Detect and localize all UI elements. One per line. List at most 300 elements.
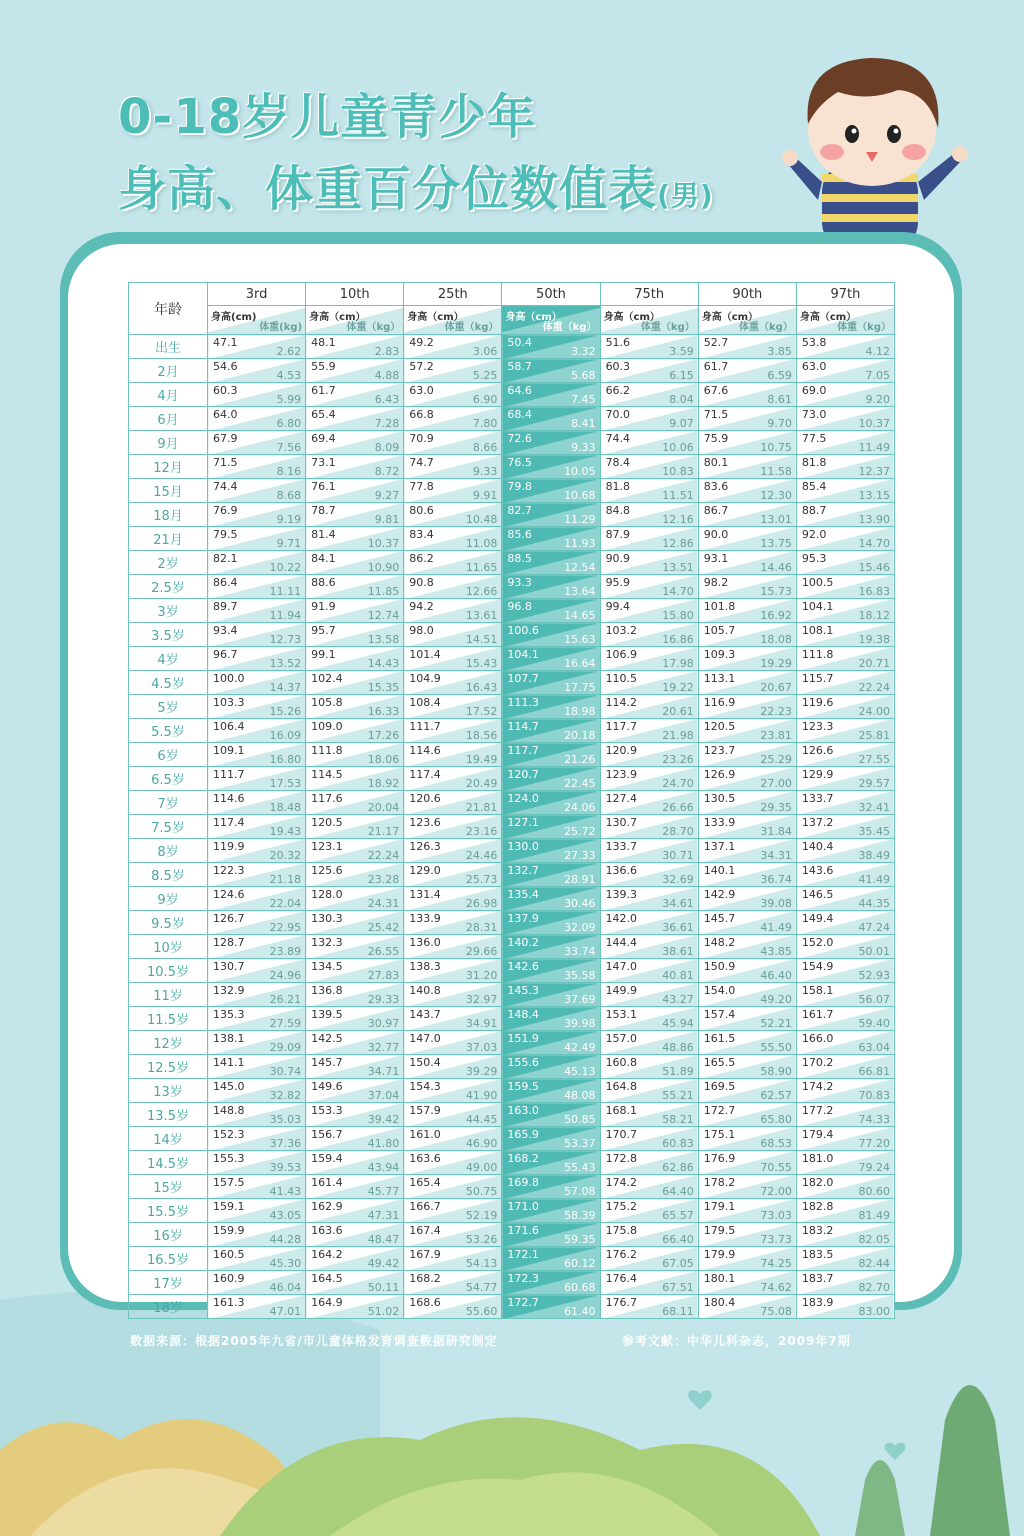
age-cell: 9月 xyxy=(129,431,208,455)
height-value: 156.7 xyxy=(311,1128,343,1141)
height-value: 135.3 xyxy=(213,1008,245,1021)
height-value: 67.9 xyxy=(213,432,238,445)
height-value: 78.7 xyxy=(311,504,336,517)
weight-value: 20.67 xyxy=(760,681,792,694)
age-cell: 4岁 xyxy=(129,647,208,671)
weight-value: 48.08 xyxy=(564,1089,596,1102)
weight-value: 38.49 xyxy=(858,849,890,862)
weight-value: 75.08 xyxy=(760,1305,792,1318)
subheader-75th xyxy=(600,306,698,335)
height-value: 153.3 xyxy=(311,1104,343,1117)
weight-value: 43.05 xyxy=(269,1209,302,1222)
weight-value: 16.43 xyxy=(465,681,498,694)
tree-right-icon xyxy=(930,1385,1010,1536)
height-value: 83.6 xyxy=(703,480,729,493)
height-value: 48.1 xyxy=(311,336,336,349)
value-cell xyxy=(306,839,404,863)
table-row xyxy=(129,791,895,815)
value-cell xyxy=(698,1151,796,1175)
value-cell xyxy=(208,647,306,671)
weight-value: 32.82 xyxy=(269,1089,302,1102)
value-cell xyxy=(306,959,404,983)
height-value: 79.8 xyxy=(507,480,532,493)
weight-value: 28.91 xyxy=(564,873,596,886)
value-cell xyxy=(208,1031,306,1055)
weight-value: 18.56 xyxy=(465,729,498,742)
height-value: 150.9 xyxy=(703,960,736,973)
value-cell xyxy=(502,1271,600,1295)
value-cell xyxy=(698,863,796,887)
weight-value: 37.36 xyxy=(269,1137,302,1150)
table-row xyxy=(129,407,895,431)
value-cell xyxy=(502,1223,600,1247)
weight-value: 10.90 xyxy=(367,561,400,574)
height-value: 93.3 xyxy=(507,576,532,589)
weight-value: 11.49 xyxy=(858,441,890,454)
height-value: 159.5 xyxy=(507,1080,539,1093)
height-value: 95.9 xyxy=(605,576,631,589)
value-cell xyxy=(306,1151,404,1175)
height-value: 106.4 xyxy=(213,720,245,733)
height-value: 168.6 xyxy=(409,1296,441,1309)
weight-value: 59.40 xyxy=(858,1017,890,1030)
value-cell xyxy=(306,503,404,527)
table-row xyxy=(129,1079,895,1103)
weight-value: 27.00 xyxy=(760,777,792,790)
value-cell xyxy=(208,1175,306,1199)
weight-value: 73.03 xyxy=(760,1209,792,1222)
height-value: 84.8 xyxy=(605,504,631,517)
value-cell xyxy=(306,431,404,455)
value-cell xyxy=(698,839,796,863)
height-value: 148.8 xyxy=(213,1104,245,1117)
weight-value: 39.42 xyxy=(367,1113,400,1126)
value-cell xyxy=(600,695,698,719)
height-value: 140.1 xyxy=(703,864,736,877)
height-value: 133.9 xyxy=(703,816,736,829)
value-cell xyxy=(796,1055,894,1079)
weight-value: 3.59 xyxy=(669,345,694,358)
weight-value: 2.62 xyxy=(276,345,302,358)
value-cell xyxy=(306,1247,404,1271)
table-row xyxy=(129,551,895,575)
age-cell: 17岁 xyxy=(129,1271,208,1295)
height-value: 165.9 xyxy=(507,1128,539,1141)
value-cell xyxy=(404,551,502,575)
height-value: 124.0 xyxy=(507,792,539,805)
height-value: 157.0 xyxy=(605,1032,638,1045)
value-cell xyxy=(306,623,404,647)
weight-value: 16.09 xyxy=(269,729,302,742)
value-cell xyxy=(306,647,404,671)
height-label: 身高（cm） xyxy=(701,312,759,323)
value-cell xyxy=(404,407,502,431)
value-cell xyxy=(502,575,600,599)
value-cell xyxy=(306,551,404,575)
height-value: 81.4 xyxy=(311,528,336,541)
age-cell: 7.5岁 xyxy=(129,815,208,839)
weight-value: 45.30 xyxy=(269,1257,302,1270)
table-row xyxy=(129,863,895,887)
value-cell xyxy=(502,959,600,983)
value-cell xyxy=(208,1079,306,1103)
height-value: 164.9 xyxy=(311,1296,343,1309)
height-value: 113.1 xyxy=(703,672,736,685)
value-cell xyxy=(404,1199,502,1223)
weight-value: 25.42 xyxy=(367,921,400,934)
weight-value: 51.89 xyxy=(662,1065,694,1078)
height-value: 128.0 xyxy=(311,888,343,901)
weight-value: 51.02 xyxy=(367,1305,400,1318)
weight-value: 9.07 xyxy=(669,417,694,430)
height-value: 142.5 xyxy=(311,1032,343,1045)
height-value: 120.6 xyxy=(409,792,441,805)
value-cell xyxy=(404,647,502,671)
weight-value: 6.59 xyxy=(767,369,792,382)
value-cell xyxy=(600,743,698,767)
height-value: 161.4 xyxy=(311,1176,343,1189)
weight-value: 9.27 xyxy=(374,489,400,502)
value-cell xyxy=(796,983,894,1007)
height-value: 163.0 xyxy=(507,1104,539,1117)
value-cell xyxy=(502,839,600,863)
weight-value: 8.41 xyxy=(571,417,596,430)
height-value: 104.1 xyxy=(801,600,834,613)
table-row xyxy=(129,671,895,695)
value-cell xyxy=(404,1271,502,1295)
age-cell: 2月 xyxy=(129,359,208,383)
weight-value: 13.58 xyxy=(367,633,400,646)
height-value: 61.7 xyxy=(311,384,336,397)
value-cell xyxy=(208,1247,306,1271)
weight-value: 8.09 xyxy=(374,441,400,454)
weight-value: 30.74 xyxy=(269,1065,302,1078)
height-value: 95.3 xyxy=(801,552,827,565)
percentile-table xyxy=(128,282,895,1319)
weight-value: 65.57 xyxy=(662,1209,694,1222)
value-cell xyxy=(796,839,894,863)
height-value: 74.4 xyxy=(605,432,631,445)
value-cell xyxy=(600,383,698,407)
height-value: 161.3 xyxy=(213,1296,245,1309)
value-cell xyxy=(404,1247,502,1271)
value-cell xyxy=(404,1223,502,1247)
height-value: 180.1 xyxy=(703,1272,736,1285)
weight-value: 11.94 xyxy=(269,609,302,622)
weight-value: 15.46 xyxy=(858,561,890,574)
table-row xyxy=(129,1271,895,1295)
value-cell xyxy=(502,767,600,791)
height-value: 82.7 xyxy=(507,504,532,517)
age-cell: 4.5岁 xyxy=(129,671,208,695)
value-cell xyxy=(698,1103,796,1127)
height-value: 180.4 xyxy=(703,1296,736,1309)
weight-value: 42.49 xyxy=(564,1041,596,1054)
value-cell xyxy=(600,719,698,743)
value-cell xyxy=(698,407,796,431)
height-value: 136.8 xyxy=(311,984,343,997)
value-cell xyxy=(796,863,894,887)
height-value: 117.7 xyxy=(507,744,539,757)
weight-value: 21.17 xyxy=(367,825,400,838)
height-value: 172.7 xyxy=(507,1296,539,1309)
weight-value: 34.71 xyxy=(367,1065,400,1078)
height-value: 183.2 xyxy=(801,1224,834,1237)
value-cell xyxy=(306,767,404,791)
title-line1: 0-18岁儿童青少年 xyxy=(118,89,537,145)
height-value: 176.4 xyxy=(605,1272,638,1285)
height-value: 143.6 xyxy=(801,864,834,877)
value-cell xyxy=(208,719,306,743)
value-cell xyxy=(698,1127,796,1151)
height-value: 120.7 xyxy=(507,768,539,781)
value-cell xyxy=(404,767,502,791)
weight-value: 74.33 xyxy=(858,1113,890,1126)
weight-value: 12.86 xyxy=(662,537,694,550)
weight-value: 3.32 xyxy=(571,345,596,358)
height-value: 123.7 xyxy=(703,744,736,757)
weight-value: 60.83 xyxy=(662,1137,694,1150)
value-cell xyxy=(698,431,796,455)
value-cell xyxy=(306,695,404,719)
weight-value: 62.86 xyxy=(662,1161,694,1174)
table-row xyxy=(129,767,895,791)
weight-value: 9.91 xyxy=(472,489,498,502)
value-cell xyxy=(698,719,796,743)
height-value: 65.4 xyxy=(311,408,336,421)
value-cell xyxy=(502,407,600,431)
height-value: 130.0 xyxy=(507,840,539,853)
weight-value: 41.49 xyxy=(760,921,792,934)
height-value: 67.6 xyxy=(703,384,729,397)
height-value: 105.7 xyxy=(703,624,736,637)
age-header: 年龄 xyxy=(129,283,208,335)
age-cell: 3岁 xyxy=(129,599,208,623)
height-value: 147.0 xyxy=(605,960,638,973)
value-cell xyxy=(600,455,698,479)
height-value: 64.0 xyxy=(213,408,238,421)
value-cell xyxy=(404,383,502,407)
value-cell xyxy=(306,1103,404,1127)
height-value: 130.7 xyxy=(605,816,638,829)
height-value: 81.8 xyxy=(801,456,827,469)
value-cell xyxy=(796,959,894,983)
height-value: 70.0 xyxy=(605,408,631,421)
value-cell xyxy=(796,791,894,815)
height-value: 166.0 xyxy=(801,1032,834,1045)
weight-value: 46.40 xyxy=(760,969,792,982)
value-cell xyxy=(796,1271,894,1295)
weight-value: 12.54 xyxy=(564,561,596,574)
height-value: 75.9 xyxy=(703,432,729,445)
age-cell: 16.5岁 xyxy=(129,1247,208,1271)
value-cell xyxy=(502,695,600,719)
weight-value: 29.57 xyxy=(858,777,890,790)
value-cell xyxy=(502,1007,600,1031)
height-value: 168.2 xyxy=(507,1152,539,1165)
height-value: 157.4 xyxy=(703,1008,736,1021)
value-cell xyxy=(600,791,698,815)
weight-value: 43.85 xyxy=(760,945,792,958)
heart-icon xyxy=(688,1390,712,1410)
table-row xyxy=(129,1127,895,1151)
weight-value: 25.73 xyxy=(465,873,498,886)
weight-value: 27.33 xyxy=(564,849,596,862)
value-cell xyxy=(502,887,600,911)
value-cell xyxy=(208,1103,306,1127)
value-cell xyxy=(502,503,600,527)
weight-value: 14.37 xyxy=(269,681,302,694)
height-value: 132.9 xyxy=(213,984,245,997)
weight-value: 72.00 xyxy=(760,1185,792,1198)
weight-value: 13.15 xyxy=(858,489,890,502)
value-cell xyxy=(404,527,502,551)
value-cell xyxy=(600,1103,698,1127)
weight-value: 17.75 xyxy=(564,681,596,694)
height-value: 182.0 xyxy=(801,1176,834,1189)
weight-value: 26.55 xyxy=(367,945,400,958)
title-line2 xyxy=(118,150,714,219)
value-cell xyxy=(698,887,796,911)
table-row xyxy=(129,839,895,863)
value-cell xyxy=(698,1271,796,1295)
value-cell xyxy=(600,407,698,431)
weight-value: 30.97 xyxy=(367,1017,400,1030)
value-cell xyxy=(306,1055,404,1079)
height-value: 136.6 xyxy=(605,864,638,877)
height-value: 109.3 xyxy=(703,648,736,661)
weight-value: 24.00 xyxy=(858,705,890,718)
reference-note: 参考文献：中华儿科杂志，2009年7期 xyxy=(622,1334,851,1348)
height-value: 96.8 xyxy=(507,600,532,613)
value-cell xyxy=(698,815,796,839)
weight-value: 74.25 xyxy=(760,1257,792,1270)
height-value: 81.8 xyxy=(605,480,631,493)
table-row xyxy=(129,431,895,455)
age-cell: 12月 xyxy=(129,455,208,479)
weight-value: 8.04 xyxy=(669,393,694,406)
weight-value: 53.26 xyxy=(465,1233,498,1246)
value-cell xyxy=(796,1151,894,1175)
weight-value: 53.37 xyxy=(564,1137,596,1150)
weight-value: 8.66 xyxy=(472,441,498,454)
height-value: 57.2 xyxy=(409,360,434,373)
value-cell xyxy=(698,455,796,479)
height-value: 131.4 xyxy=(409,888,441,901)
value-cell xyxy=(600,1079,698,1103)
height-value: 93.4 xyxy=(213,624,238,637)
value-cell xyxy=(698,551,796,575)
value-cell xyxy=(502,935,600,959)
height-value: 175.1 xyxy=(703,1128,736,1141)
age-cell: 11岁 xyxy=(129,983,208,1007)
height-value: 143.7 xyxy=(409,1008,441,1021)
height-value: 74.7 xyxy=(409,456,434,469)
value-cell xyxy=(208,743,306,767)
weight-value: 18.06 xyxy=(367,753,400,766)
table-row xyxy=(129,1151,895,1175)
height-value: 182.8 xyxy=(801,1200,834,1213)
value-cell xyxy=(502,383,600,407)
height-value: 167.4 xyxy=(409,1224,441,1237)
weight-value: 21.81 xyxy=(465,801,498,814)
value-cell xyxy=(600,575,698,599)
value-cell xyxy=(796,1175,894,1199)
height-value: 71.5 xyxy=(703,408,729,421)
height-value: 104.1 xyxy=(507,648,539,661)
age-cell: 12.5岁 xyxy=(129,1055,208,1079)
height-value: 137.9 xyxy=(507,912,539,925)
weight-value: 28.31 xyxy=(465,921,498,934)
value-cell xyxy=(600,479,698,503)
value-cell xyxy=(796,407,894,431)
height-value: 101.4 xyxy=(409,648,441,661)
height-value: 181.0 xyxy=(801,1152,834,1165)
value-cell xyxy=(796,1127,894,1151)
height-value: 140.8 xyxy=(409,984,441,997)
value-cell xyxy=(404,431,502,455)
value-cell xyxy=(404,887,502,911)
table-row xyxy=(129,695,895,719)
weight-value: 13.51 xyxy=(662,561,694,574)
value-cell xyxy=(404,671,502,695)
weight-label: 体重（kg） xyxy=(739,322,793,333)
height-value: 80.6 xyxy=(409,504,434,517)
value-cell xyxy=(600,1247,698,1271)
value-cell xyxy=(306,1295,404,1319)
height-value: 126.6 xyxy=(801,744,834,757)
height-value: 74.4 xyxy=(213,480,238,493)
height-value: 172.3 xyxy=(507,1272,539,1285)
value-cell xyxy=(306,527,404,551)
age-cell: 21月 xyxy=(129,527,208,551)
weight-value: 12.30 xyxy=(760,489,792,502)
age-cell: 6月 xyxy=(129,407,208,431)
value-cell xyxy=(600,599,698,623)
value-cell xyxy=(306,983,404,1007)
weight-value: 8.68 xyxy=(276,489,302,502)
value-cell xyxy=(404,791,502,815)
height-value: 69.4 xyxy=(311,432,336,445)
weight-value: 24.70 xyxy=(662,777,694,790)
weight-value: 59.35 xyxy=(564,1233,596,1246)
weight-value: 25.72 xyxy=(564,825,596,838)
height-value: 140.4 xyxy=(801,840,834,853)
height-value: 154.0 xyxy=(703,984,736,997)
weight-value: 20.18 xyxy=(564,729,596,742)
height-value: 158.1 xyxy=(801,984,834,997)
value-cell xyxy=(796,431,894,455)
height-value: 107.7 xyxy=(507,672,539,685)
weight-value: 45.77 xyxy=(367,1185,400,1198)
weight-value: 37.69 xyxy=(564,993,596,1006)
value-cell xyxy=(600,1127,698,1151)
weight-value: 17.26 xyxy=(367,729,400,742)
height-value: 76.5 xyxy=(507,456,532,469)
value-cell xyxy=(600,959,698,983)
height-value: 164.2 xyxy=(311,1248,343,1261)
value-cell xyxy=(208,911,306,935)
percentile-header-3rd: 3rd xyxy=(208,283,306,306)
value-cell xyxy=(208,935,306,959)
weight-value: 22.45 xyxy=(564,777,596,790)
height-value: 109.1 xyxy=(213,744,245,757)
height-value: 123.9 xyxy=(605,768,638,781)
value-cell xyxy=(208,695,306,719)
weight-value: 13.01 xyxy=(760,513,792,526)
value-cell xyxy=(502,623,600,647)
value-cell xyxy=(502,1175,600,1199)
